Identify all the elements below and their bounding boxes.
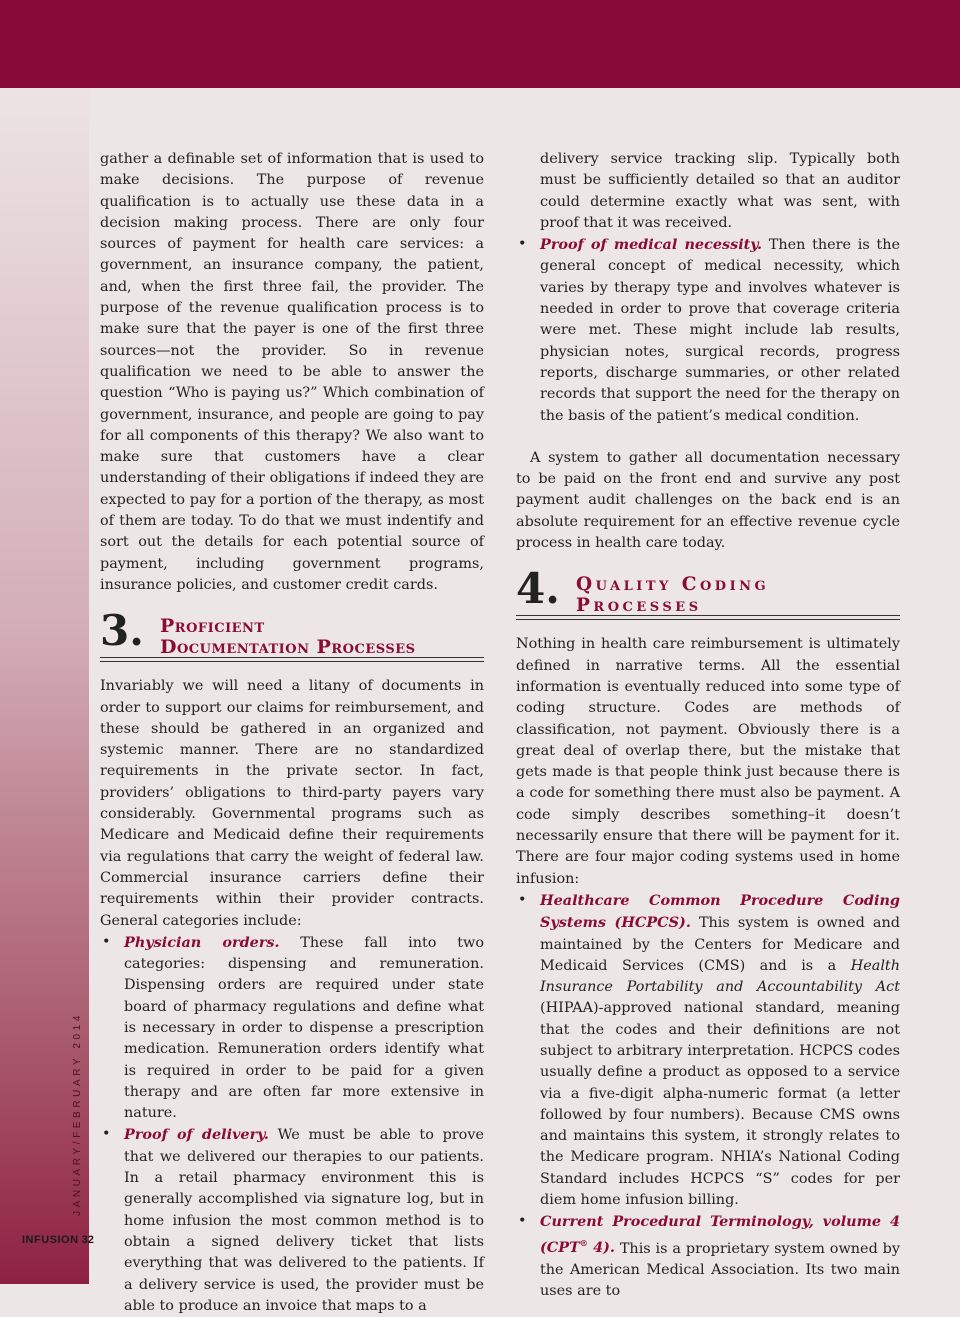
- section-3-body: Invariably we will need a litany of documents in order to support our claims for reimbursement, and these should be gathered in an organized and systemic manner. There are no standardized requirements in the private sector. In fact, providers’ obligations to third-party payers vary considerably. Governmental programs such as Medicare and Medicaid define their requirements via regulations that carry the weight of federal law. Commercial insurance carriers define their requirements within their provider contracts. General categories include:: [100, 678, 484, 929]
- list-text: Then there is the general concept of medical necessity, which varies by therapy type and involves whatever is needed in order to prove that coverage criteria were met. These might include lab results, physician notes, surgical records, progress reports, discharge summaries, or other related records that support the need for the therapy on the basis of the patient’s medical condition.: [540, 237, 900, 424]
- list-term: Proof of delivery.: [124, 1126, 269, 1144]
- list-text: (HIPAA)-approved national standard, meaning that the codes and their definitions are not subject to arbitrary interpretation. HCPCS codes usually define a product as opposed to a service via a five-digit alpha-numeric format (a letter followed by four numbers). Because CMS owns and maintains this system, it strongly relates to the Medicare program. NHIA’s National Coding Standard includes HCPCS “S” codes for per diem home infusion billing.: [540, 1000, 900, 1209]
- magazine-logo: INFUSION: [22, 1234, 79, 1246]
- double-rule: [100, 657, 484, 662]
- documentation-list: [100, 932, 484, 1317]
- list-term: Proof of medical necessity.: [540, 236, 763, 254]
- list-term: Healthcare Common Procedure Coding Systems (HCPCS).: [540, 891, 900, 932]
- section-4-body: Nothing in health care reimbursement is ultimately defined in narrative terms. All the essential information is eventually reduced into some type of coding structure. Codes are methods of classification, not payment. Obviously there is a great deal of overlap there, but the mistake that gets made is that people think just because there is a code for something there must also be payment. A code simply describes something–it doesn’t necessarily ensure that there will be payment for it. There are four major coding systems used in home infusion:: [516, 636, 900, 887]
- list-item: [100, 1124, 484, 1317]
- right-column: [516, 149, 900, 1302]
- intro-paragraph: gather a definable set of information that is used to make decisions. The purpose of revenue qualification is to actually use these data in a decision making process. There are only four sources of payment for health care services: a government, an insurance company, the patient, and, when the first three fail, the provider. The purpose of the revenue qualification process is to make sure that the payer is one of the first three sources—not the provider. So in revenue qualification we need to be able to answer the question “Who is paying us?” Which combination of government, insurance, and people are going to pay for all components of this therapy? We also want to make sure that customers have a clear understanding of their obligations if indeed they are expected to pay for a portion of the therapy, as most of them are today. To do that we must indentify and sort out the details for each potential source of payment, including government programs, insurance policies, and customer credit cards.: [100, 151, 484, 593]
- section-3-heading: [100, 606, 484, 662]
- double-rule: [516, 615, 900, 620]
- system-paragraph: A system to gather all documentation necessary to be paid on the front end and survive any post payment audit challenges on the back end is an absolute requirement for an effective revenue cycle process in health care today.: [516, 449, 900, 552]
- section-number: 3.: [100, 606, 144, 656]
- registered-mark: ®: [579, 1238, 588, 1249]
- documentation-list-continued: [516, 149, 900, 427]
- list-text: We must be able to prove that we delivered our therapies to our patients. In a retail pharmacy environment this is generally accomplished via signature log, but in home infusion the most common method is to obtain a signed delivery ticket that lists everything that was delivered to the patients. If a delivery service is used, the provider must be able to produce an invoice that maps to a: [124, 1127, 484, 1314]
- list-italic-text: Health Insurance Portability and Accountability Act: [540, 957, 900, 996]
- list-item: [516, 1211, 900, 1302]
- list-term-part: 4).: [587, 1239, 615, 1257]
- section-4-heading: [516, 564, 900, 620]
- list-text: This system is owned and maintained by the Centers for Medicare and Medicaid Services (CMS) and is a: [540, 915, 900, 974]
- section-title-line-1: Quality Coding: [576, 574, 770, 596]
- list-text: These fall into two categories: dispensing and remuneration. Dispensing orders are required under state board of pharmacy regulations and define what is necessary in order to dispense a prescription medication. Remuneration orders identify what is required in order to be paid for a given therapy and are often far more extensive in nature.: [124, 934, 484, 1122]
- list-item: [516, 234, 900, 427]
- top-banner: [0, 0, 960, 88]
- list-text: delivery service tracking slip. Typically both must be sufficiently detailed so that an auditor could determine exactly what was sent, with proof that it was received.: [540, 151, 900, 231]
- section-title: [576, 574, 769, 616]
- list-item: [516, 890, 900, 1211]
- list-text: This is a proprietary system owned by the American Medical Association. Its two main uses are to: [540, 1240, 901, 1300]
- section-title-line-2: Documentation Processes: [160, 636, 416, 659]
- list-item: [100, 932, 484, 1125]
- left-column: [100, 149, 484, 1317]
- list-item-continued: [516, 149, 900, 234]
- issue-date: JANUARY/FEBRUARY 2014: [72, 1012, 83, 1216]
- list-term: Physician orders.: [124, 933, 280, 951]
- coding-systems-list: [516, 890, 900, 1302]
- list-term-part: Current Procedural Terminology, volume 4 (CPT: [540, 1213, 900, 1257]
- section-title: [160, 616, 416, 658]
- page-folio: [22, 1234, 94, 1246]
- page-number: 32: [81, 1234, 94, 1246]
- section-title-line-2: Processes: [576, 595, 702, 617]
- section-number: 4.: [516, 564, 560, 614]
- section-title-line-1: Proficient: [160, 615, 265, 638]
